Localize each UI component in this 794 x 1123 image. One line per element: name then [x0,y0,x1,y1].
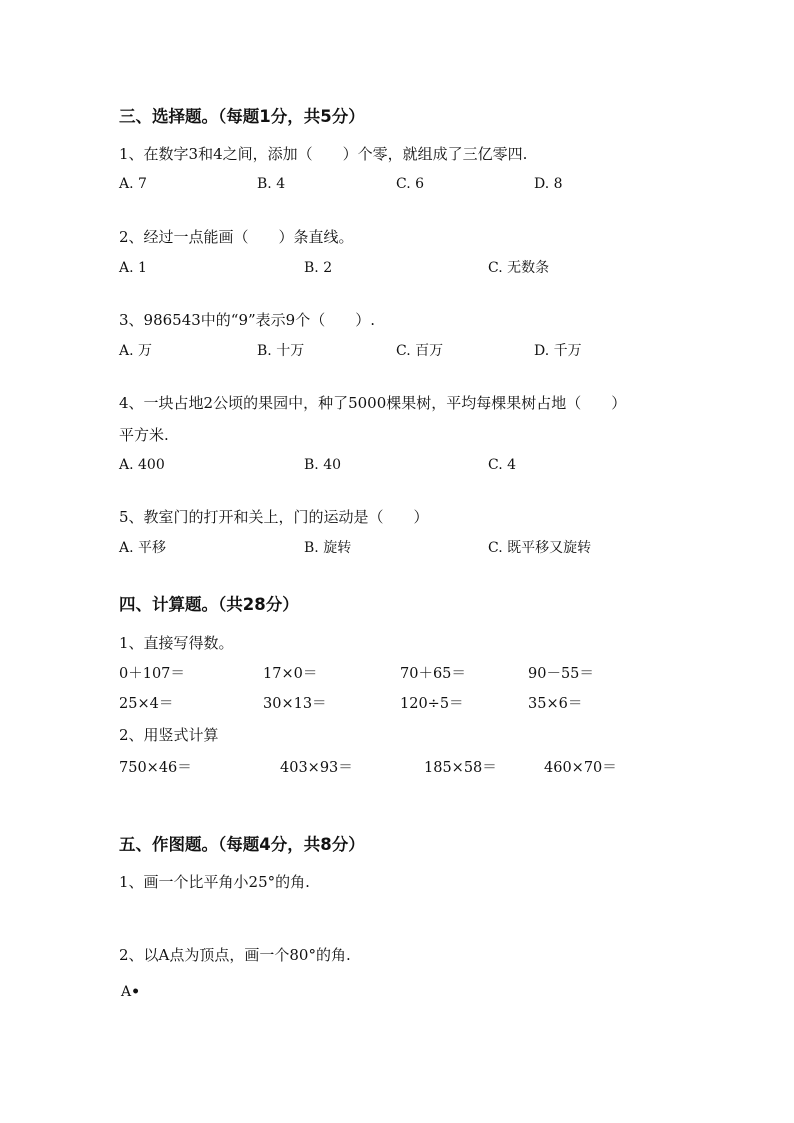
question-5-text: 5、教室门的打开和关上，门的运动是（ ） [119,508,429,526]
q5-option-b: B. 旋转 [304,540,352,556]
q3-option-d: D. 千万 [534,343,582,359]
question-4-text-continued: 平方米. [119,426,169,444]
question-3-text: 3、986543中的“9”表示9个（ ）. [119,311,375,329]
question-4-text: 4、一块占地2公顷的果园中，种了5000棵果树，平均每棵果树占地（ ） [119,394,627,412]
section-4-title: 四、计算题。（共28分） [119,595,299,614]
question-1-text: 1、在数字3和4之间，添加（ ）个零，就组成了三亿零四. [119,145,528,163]
calc-part-1-text: 1、直接写得数。 [119,634,234,652]
q1-option-d: D. 8 [534,176,563,192]
calc-item: 90－55＝ [528,666,594,682]
calc-item: 70＋65＝ [400,666,466,682]
calc-item: 120÷5＝ [400,696,464,712]
calc-item: 25×4＝ [119,696,174,712]
q5-option-c: C. 既平移又旋转 [488,540,592,556]
vertical-calc-item: 750×46＝ [119,760,192,776]
q2-option-a: A. 1 [119,260,147,276]
calc-item: 0＋107＝ [119,666,185,682]
drawing-problem-1-text: 1、画一个比平角小25°的角. [119,873,310,891]
q2-option-b: B. 2 [304,260,333,276]
vertical-calc-item: 185×58＝ [424,760,497,776]
calc-item: 17×0＝ [263,666,318,682]
q1-option-c: C. 6 [396,176,425,192]
q4-option-c: C. 4 [488,457,517,473]
drawing-problem-2-text: 2、以A点为顶点，画一个80°的角. [119,946,351,964]
q2-option-c: C. 无数条 [488,260,550,276]
q1-option-a: A. 7 [119,176,147,192]
point-a-label: A [121,984,132,1000]
section-5-title: 五、作图题。（每题4分，共8分） [119,835,365,854]
section-3-title: 三、选择题。（每题1分，共5分） [119,107,365,126]
calc-item: 30×13＝ [263,696,327,712]
q4-option-a: A. 400 [119,457,165,473]
question-2-text: 2、经过一点能画（ ）条直线。 [119,228,354,246]
point-a-dot: • [131,984,141,1000]
point-a [121,982,140,1002]
q3-option-c: C. 百万 [396,343,444,359]
vertical-calc-item: 403×93＝ [280,760,353,776]
vertical-calc-item: 460×70＝ [544,760,617,776]
q5-option-a: A. 平移 [119,540,167,556]
calc-item: 35×6＝ [528,696,583,712]
q3-option-b: B. 十万 [257,343,305,359]
q3-option-a: A. 万 [119,343,153,359]
calc-part-2-text: 2、用竖式计算 [119,726,219,744]
q1-option-b: B. 4 [257,176,286,192]
q4-option-b: B. 40 [304,457,342,473]
